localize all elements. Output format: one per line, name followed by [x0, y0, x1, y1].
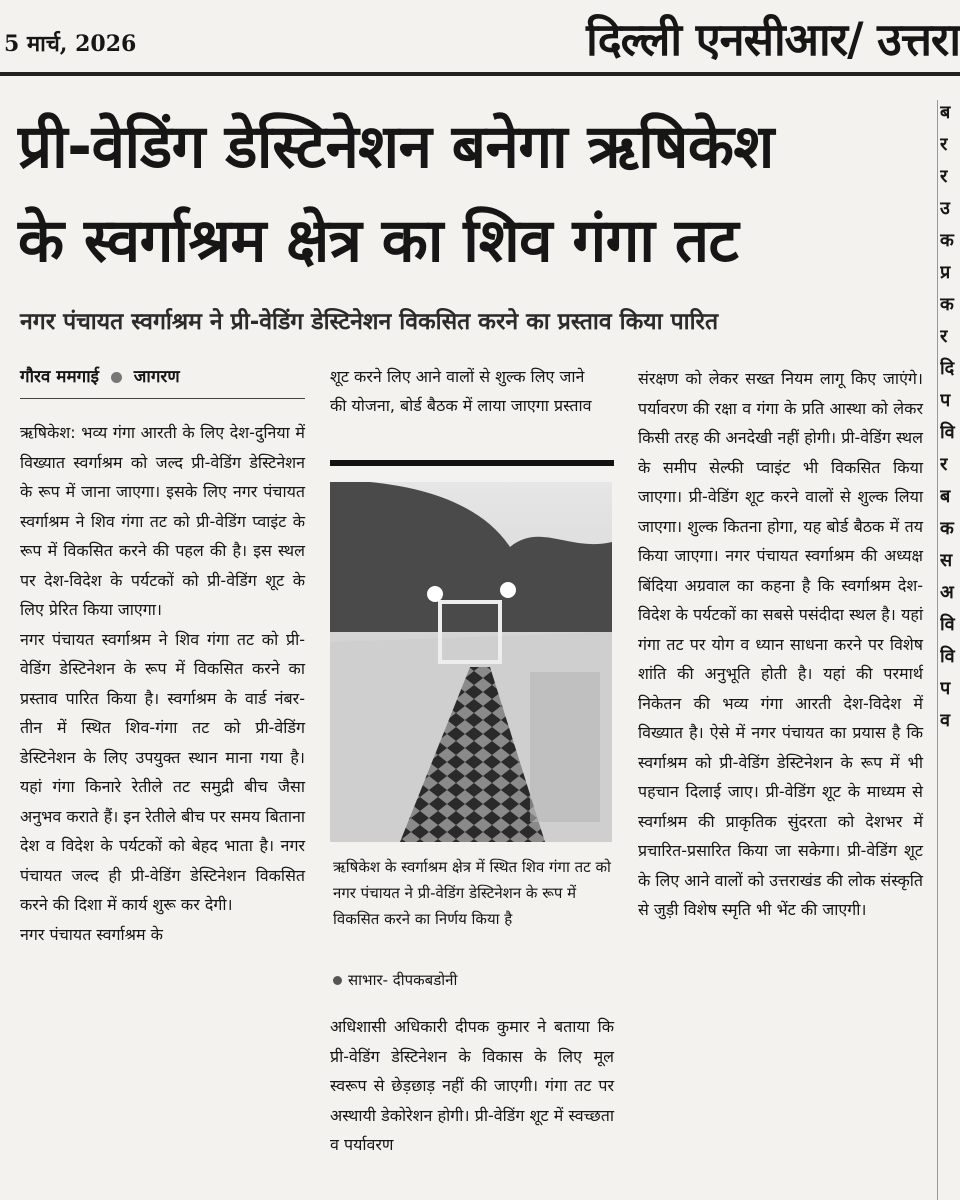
edge-fragment: र: [940, 454, 948, 475]
byline-rule: [20, 398, 305, 399]
edge-fragment: प: [940, 390, 951, 411]
edge-fragment: प: [940, 678, 951, 699]
edge-fragment: र: [940, 166, 948, 187]
edge-fragment: अ: [940, 582, 954, 603]
masthead: [0, 0, 960, 78]
edge-fragment: स: [940, 550, 953, 571]
column-3: [638, 364, 923, 925]
subheadline: नगर पंचायत स्वर्गाश्रम ने प्री-वेडिंग डेस्टिनेशन विकसित करने का प्रस्ताव किया पारित: [20, 309, 719, 335]
edge-fragment: क: [940, 230, 954, 251]
paragraph: नगर पंचायत स्वर्गाश्रम ने शिव गंगा तट को प्री-वेडिंग डेस्टिनेशन के रूप में विकसित करने का प्रस्ताव पारित किया है। स्वर्गाश्रम के वार्ड नंबर-तीन में स्थित शिव-गंगा तट को प्री-वेडिंग डेस्टिनेशन के लिए उपयुक्त स्थान माना गया है। यहां गंगा किनारे रेतीले तट समुद्री बीच जैसा अनुभव कराते हैं। इन रेतीले बीच पर समय बिताना देश व विदेश के पर्यटकों को बेहद भाता है। नगर पंचायत जल्द ही प्री-वेडिंग डेस्टिनेशन विकसित करने की दिशा में कार्य शुरू कर देगी।: [20, 629, 305, 914]
section-title: दिल्ली एनसीआर/ उत्तरा: [586, 13, 960, 66]
byline-author: गौरव ममगाई: [20, 367, 99, 387]
edge-fragment: क: [940, 294, 954, 315]
byline: [20, 364, 180, 387]
photo-light: [427, 586, 443, 602]
edge-fragment: व: [940, 710, 951, 731]
headline-line-2: के स्वर्गाश्रम क्षेत्र का शिव गंगा तट: [18, 206, 739, 276]
paragraph: संरक्षण को लेकर सख्त नियम लागू किए जाएंगे। पर्यावरण की रक्षा व गंगा के प्रति आस्था को लेकर किसी तरह की अनदेखी नहीं होगी। प्री-वेडिंग स्थल के समीप सेल्फी प्वाइंट भी विकसित किया जाएगा। प्री-वेडिंग शूट करने वालों से शुल्क लिया जाएगा। शुल्क कितना होगा, यह बोर्ड बैठक में तय किया जाएगा। नगर पंचायत स्वर्गाश्रम की अध्यक्ष बिंदिया अग्रवाल का कहना है कि स्वर्गाश्रम देश-विदेश के पर्यटकों का सबसे पसंदीदा स्थल है। यहां गंगा तट पर योग व ध्यान साधना करने पर विशेष शांति की अनुभूति होती है। यहां की परमार्थ निकेतन की भव्य गंगा आरती देश-विदेश में विख्यात है। ऐसे में नगर पंचायत का प्रयास है कि स्वर्गाश्रम को प्री-वेडिंग डेस्टिनेशन के रूप में भी पहचान दिलाई जाए। प्री-वेडिंग शूट के माध्यम से स्वर्गाश्रम की प्राकृतिक सुंदरता को देशभर में प्रचारित-प्रसारित किया जा सकेगा। प्री-वेडिंग शूट के लिए आने वालों को उत्तराखंड की लोक संस्कृति से जुड़ी विशेष स्मृति भी भेंट की जाएगी।: [638, 369, 923, 919]
column-divider: [937, 100, 938, 1200]
photo-caption: ऋषिकेश के स्वर्गाश्रम क्षेत्र में स्थित शिव गंगा तट को नगर पंचायत ने प्री-वेडिंग डेस्टिनेशन के रूप में विकसित करने का निर्णय किया है: [333, 858, 611, 928]
column-2: [330, 1012, 614, 1160]
edge-fragment: ब: [940, 486, 951, 507]
bullet-icon: [111, 372, 122, 383]
edge-fragment: दि: [940, 358, 955, 379]
edge-fragment: ब: [940, 102, 951, 123]
adjacent-column-edge: [940, 100, 960, 1200]
photo-light: [500, 582, 516, 598]
masthead-rule: [0, 72, 960, 76]
edge-fragment: वि: [940, 422, 955, 443]
edge-fragment: प्र: [940, 262, 951, 283]
byline-source: जागरण: [133, 367, 180, 387]
edge-fragment: उ: [940, 198, 950, 219]
article-photo: [330, 482, 612, 842]
headline: [18, 100, 938, 288]
paragraph: अधिशासी अधिकारी दीपक कुमार ने बताया कि प्री-वेडिंग डेस्टिनेशन के विकास के लिए मूल स्वरूप से छेड़छाड़ नहीं की जाएगी। गंगा तट पर अस्थायी डेकोरेशन होगी। प्री-वेडिंग शूट में स्वच्छता व पर्यावरण: [330, 1017, 614, 1154]
headline-line-1: प्री-वेडिंग डेस्टिनेशन बनेगा ऋषिकेश: [18, 112, 774, 182]
edge-fragment: र: [940, 134, 948, 155]
subhead-rule: [330, 460, 614, 466]
bullet-icon: [333, 976, 342, 985]
edge-fragment: क: [940, 518, 954, 539]
edge-fragment: वि: [940, 614, 955, 635]
photo-chairs: [530, 672, 600, 822]
edge-fragment: र: [940, 326, 948, 347]
edition-date: 5 मार्च, 2026: [4, 31, 137, 57]
photo-credit: [333, 970, 457, 990]
column-1: [20, 418, 305, 949]
paragraph: ऋषिकेश: भव्य गंगा आरती के लिए देश-दुनिया में विख्यात स्वर्गाश्रम को जल्द प्री-वेडिंग डेस्टिनेशन के रूप में जाना जाएगा। इसके लिए नगर पंचायत स्वर्गाश्रम ने शिव गंगा तट को प्री-वेडिंग प्वाइंट के रूप में विकसित करने की पहल की है। इस स्थल पर देश-विदेश के पर्यटकों को प्री-वेडिंग शूट के लिए प्रेरित किया जाएगा।: [20, 423, 305, 619]
credit-text: साभार- दीपकबडोनी: [348, 971, 458, 989]
edge-fragment: वि: [940, 646, 955, 667]
column-2-subhead: शूट करने लिए आने वालों से शुल्क लिए जाने की योजना, बोर्ड बैठक में लाया जाएगा प्रस्ताव: [330, 367, 592, 415]
paragraph: नगर पंचायत स्वर्गाश्रम के: [20, 924, 163, 944]
